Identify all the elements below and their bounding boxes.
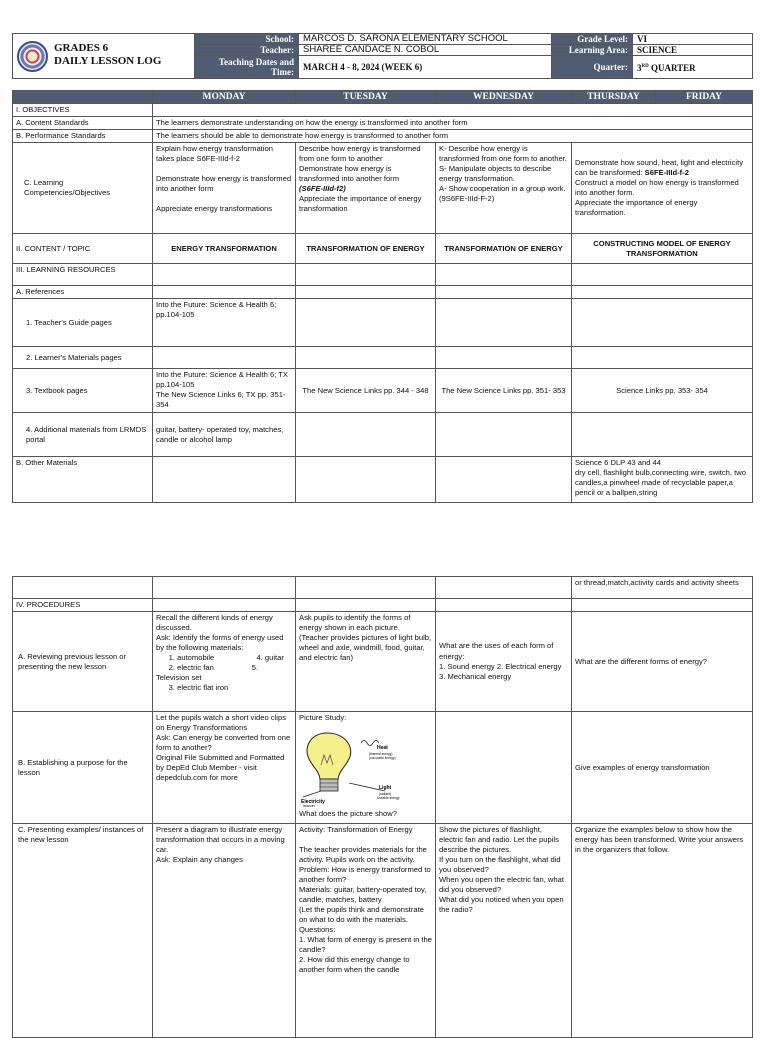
purpose-monday: Let the pupils watch a short video clips on Energy Transformations Ask: Can energy be converted from one form to another? Original File Submitted and Formatted by DepEd Club Member - visit depedclub.com for more [153,712,296,824]
picture-study-title: Picture Study: [299,713,347,723]
area-label: Learning Area: [552,45,633,56]
objectives-blank [153,104,753,117]
textbook-monday: Into the Future: Science & Health 6; TX pp.104-105 The New Science Links 6; TX pp. 351-354 [153,369,296,413]
textbook-label: 3. Textbook pages [13,369,153,413]
continued-cell-wed [436,577,572,599]
teachers-guide-thursday-friday [572,299,753,347]
light-note-line1: (radiant) [379,792,391,797]
heat-note [369,752,396,760]
other-materials-continued: or thread,match,activity cards and activity sheets [572,577,753,599]
teachers-guide-tuesday [296,299,436,347]
objectives-heading: I. OBJECTIVES [13,104,153,117]
heat-note-line1: (thermal energy) [369,752,393,757]
competencies-monday: Explain how energy transformation takes place S6FE-IIId-f-2 Demonstrate how energy is transformed into another form Appreciate energy transformations [153,143,296,234]
learners-materials-wednesday [436,347,572,369]
competencies-thursday-a: Demonstrate how sound, heat, light and electricity can be transformed: [575,158,743,178]
learners-materials-monday [153,347,296,369]
presenting-examples-label: C. Presenting examples/ instances of the new lesson [13,824,153,1038]
other-materials-label: B. Other Materials [13,457,153,503]
teacher-label: Teacher: [195,45,299,56]
school-label: School: [195,34,299,45]
purpose-thursday-friday: Give examples of energy transformation [572,712,753,824]
content-monday: ENERGY TRANSFORMATION [153,234,296,264]
electricity-label: Electricity [301,799,325,806]
area-value: SCIENCE [633,45,753,56]
references-cell-wed [436,286,572,299]
presenting-examples-thursday-friday: Organize the examples below to show how the energy has been transformed. Write your answers in the organizers that follow. [572,824,753,1038]
quarter-value [633,56,753,79]
competencies-tuesday [296,143,436,234]
references-cell-thu-fri [572,286,753,299]
competencies-wednesday: K- Describe how energy is transformed from one form to another. S- Manipulate objects to describe energy transformation. A- Show cooperation in a group work. (9S6FE-IIId-F-2) [436,143,572,234]
teacher-value: SHAREE CANDACE N. COBOL [299,45,552,56]
references-label: A. References [13,286,153,299]
resources-cell-mon [153,264,296,286]
procedures-cell-mon [153,599,296,612]
additional-materials-monday: guitar, battery- operated toy, matches, candle or alcohol lamp [153,413,296,457]
references-cell-tue [296,286,436,299]
lesson-log-table [12,90,753,503]
quarter-number: 3 [637,62,642,73]
competencies-tuesday-code: (S6FE-IIId-f2) [299,184,346,194]
purpose-tuesday [296,712,436,824]
procedures-cell-thu-fri [572,599,753,612]
teachers-guide-label: 1. Teacher's Guide pages [13,299,153,347]
content-standards-text: The learners demonstrate understanding on how the energy is transformed into another form [153,117,753,130]
grade-label: Grade Level: [552,34,633,45]
performance-standards-text: The learners should be able to demonstrate how energy is transformed to another form [153,130,753,143]
dates-value: MARCH 4 - 8, 2024 (WEEK 6) [299,56,552,79]
content-thursday-friday: CONSTRUCTING MODEL OF ENERGY TRANSFORMATION [572,234,753,264]
additional-materials-label: 4. Additional materials from LRMDS portal [13,413,153,457]
blank-header-cell [13,91,153,104]
procedures-heading: IV. PROCEDURES [13,599,153,612]
continued-cell-tue [296,577,436,599]
learners-materials-label: 2. Learner's Materials pages [13,347,153,369]
performance-standards-label: B. Performance Standards [13,130,153,143]
reviewing-tuesday: Ask pupils to identify the forms of energy shown in each picture. (Teacher provides pictures of light bulb, wheel and axle, windmill, food, guitar, and electric fan) [296,612,436,712]
teachers-guide-monday: Into the Future: Science & Health 6; pp.104-105 [153,299,296,347]
additional-materials-thursday-friday [572,413,753,457]
presenting-examples-monday: Present a diagram to illustrate energy transformation that occurs in a moving car. Ask: Explain any changes [153,824,296,1038]
electricity-note: (source) [303,804,315,808]
textbook-wednesday: The New Science Links pp. 351- 353 [436,369,572,413]
teachers-guide-wednesday [436,299,572,347]
content-wednesday: TRANSFORMATION OF ENERGY [436,234,572,264]
other-materials-tuesday [296,457,436,503]
procedures-cell-tue [296,599,436,612]
deped-seal-icon [17,41,48,72]
continued-cell-label [13,577,153,599]
competencies-thursday-code: S6FE-IIId-f-2 [644,168,689,178]
presenting-examples-wednesday: Show the pictures of flashlight, electric fan and radio. Let the pupils describe the pictures. If you turn on the flashlight, what did you observed? When you open the electric fan, what did you observed? What did you noticed when you open the radio? [436,824,572,1038]
light-bulb-energy-diagram [299,725,409,807]
resources-heading: III. LEARNING RESOURCES [13,264,153,286]
other-materials-thursday-friday: Science 6 DLP 43 and 44 dry cell, flashlight bulb,connecting wire, switch, two candles,a pinwheel made of recyclable paper,a pencil or a ballpen,string [572,457,753,503]
references-cell-mon [153,286,296,299]
purpose-label: B. Establishing a purpose for the lesson [13,712,153,824]
reviewing-label: A. Reviewing previous lesson or presenting the new lesson [13,612,153,712]
title-line1: GRADES 6 [54,42,109,54]
purpose-wednesday [436,712,572,824]
competencies-label: C. Learning Competencies/Objectives [13,143,153,234]
other-materials-wednesday [436,457,572,503]
continued-cell-mon [153,577,296,599]
learners-materials-thursday-friday [572,347,753,369]
reviewing-wednesday: What are the uses of each form of energy: 1. Sound energy 2. Electrical energy 3. Mechanical energy [436,612,572,712]
picture-study-question: What does the picture show? [299,809,397,819]
title-line2: DAILY LESSON LOG [54,55,162,67]
additional-materials-tuesday [296,413,436,457]
resources-cell-thu-fri [572,264,753,286]
learners-materials-tuesday [296,347,436,369]
header-table [12,33,753,79]
content-tuesday: TRANSFORMATION OF ENERGY [296,234,436,264]
day-tuesday: TUESDAY [296,91,436,104]
competencies-tuesday-b: Appreciate the importance of energy transformation [299,194,422,214]
heat-label: Heat [377,745,388,752]
content-topic-label: II. CONTENT / TOPIC [13,234,153,264]
quarter-label: Quarter: [552,56,633,79]
competencies-tuesday-a: Describe how energy is transformed from one form to another Demonstrate how energy is transformed into another form [299,144,421,184]
day-monday: MONDAY [153,91,296,104]
textbook-tuesday: The New Science Links pp. 344 - 348 [296,369,436,413]
content-standards-label: A. Content Standards [13,117,153,130]
school-value: MARCOS D. SARONA ELEMENTARY SCHOOL [299,34,552,45]
bulb-base [320,779,338,791]
title-cell [13,34,195,79]
resources-cell-wed [436,264,572,286]
presenting-examples-tuesday: Activity: Transformation of Energy The teacher provides materials for the activity. Pupils work on the activity. Problem: How is energy transformed to another form? Materials: guitar, battery-operated toy, candle, matches, battery (Let the pupils think and demonstrate on what to do with the materials. Questions: 1. What form of energy is present in the candle? 2. How did this energy change to another form when the candle [296,824,436,1038]
textbook-thursday-friday: Science Links pp. 353- 354 [572,369,753,413]
resources-cell-tue [296,264,436,286]
day-friday: FRIDAY [656,91,753,104]
reviewing-thursday-friday: What are the different forms of energy? [572,612,753,712]
reviewing-monday: Recall the different kinds of energy discussed. Ask: Identify the forms of energy used by the following materials: 1. automobile 4. guitar 2. electric fan 5. Television set 3. electric flat iron [153,612,296,712]
day-wednesday: WEDNESDAY [436,91,572,104]
light-note-line2: Useable energy [377,796,400,801]
quarter-word: QUARTER [648,62,696,73]
grade-value: VI [633,34,753,45]
additional-materials-wednesday [436,413,572,457]
heat-note-line2: (not useful energy) [369,756,396,761]
dates-label: Teaching Dates and Time: [195,56,299,79]
quarter-suffix: RD [641,63,649,69]
lesson-log-table-continued [12,576,753,1038]
competencies-thursday-b: Construct a model on how energy is transformed into another form. Appreciate the importance of energy transformation. [575,178,739,218]
day-thursday: THURSDAY [572,91,656,104]
days-header-row [13,91,753,104]
other-materials-monday [153,457,296,503]
procedures-cell-wed [436,599,572,612]
light-label: Light [379,785,392,792]
competencies-thursday-friday [572,143,753,234]
